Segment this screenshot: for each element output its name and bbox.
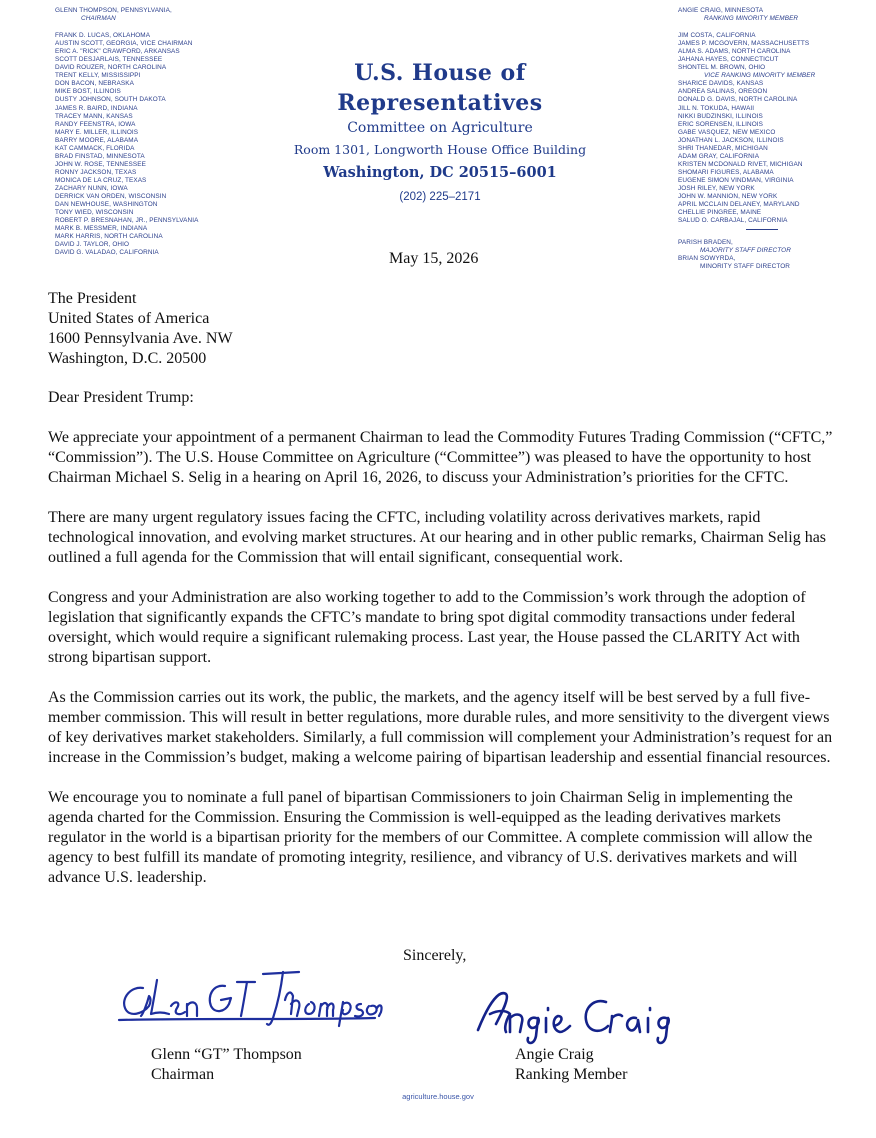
chairman-title: CHAIRMAN — [81, 15, 116, 23]
minority-member-list — [678, 32, 815, 72]
member-name: DAVID G. VALADAO, CALIFORNIA — [55, 249, 159, 257]
member-name: SCOTT DESJARLAIS, TENNESSEE — [55, 56, 163, 64]
signer-title: Chairman — [151, 1066, 215, 1083]
body-paragraph: We appreciate your appointment of a permanent Chairman to lead the Commodity Futures Trading Commission (“CFTC,” “Commission”). The U.S. House Committee on Agriculture (“Committee”) was pleased to have the opportunity to host Chairman Michael S. Selig in a hearing on April 16, 2026, to discuss your Administration’s priorities for the CFTC. — [48, 429, 833, 486]
member-name: ANDREA SALINAS, OREGON — [678, 88, 768, 96]
member-name: DERRICK VAN ORDEN, WISCONSIN — [55, 193, 167, 201]
member-name: GABE VASQUEZ, NEW MEXICO — [678, 128, 776, 136]
member-name: ERIC SORENSEN, ILLINOIS — [678, 120, 764, 128]
member-name: RANDY FEENSTRA, IOWA — [55, 120, 136, 128]
member-name: DONALD G. DAVIS, NORTH CAROLINA — [678, 96, 798, 104]
ranking-member-name: ANGIE CRAIG, MINNESOTA — [678, 7, 764, 14]
signer-block-ranking-member — [515, 1045, 627, 1085]
minority-roster — [678, 7, 815, 271]
member-name: CHELLIE PINGREE, MAINE — [678, 209, 762, 217]
body-paragraph: As the Commission carries out its work, the public, the markets, and the agency itself will be best served by a full five-member commission. This will result in better regulations, more durable rules, and more sensitivity to the divergent views of key derivatives market stakeholders. Similarly, a full commission will complement your Administration’s request for an increase in the Commission’s budget, making a welcome pairing of bipartisan leadership and essential financial resources. — [48, 689, 833, 766]
closing: Sincerely, — [403, 947, 467, 964]
recipient-address — [48, 289, 233, 369]
member-name: NIKKI BUDZINSKI, ILLINOIS — [678, 112, 763, 120]
member-name: JOSH RILEY, NEW YORK — [678, 184, 755, 192]
salutation: Dear President Trump: — [48, 389, 194, 406]
member-name: JAHANA HAYES, CONNECTICUT — [678, 56, 779, 64]
member-name: MONICA DE LA CRUZ, TEXAS — [55, 176, 147, 184]
thompson-signature — [113, 960, 383, 1030]
member-name: SHOMARI FIGURES, ALABAMA — [678, 168, 774, 176]
member-name: SHARICE DAVIDS, KANSAS — [678, 80, 764, 88]
letter-date: May 15, 2026 — [389, 250, 479, 267]
member-name: TONY WIED, WISCONSIN — [55, 209, 134, 217]
member-name: DUSTY JOHNSON, SOUTH DAKOTA — [55, 96, 166, 104]
footer-url: agriculture.house.gov — [402, 1092, 474, 1101]
member-name: DAVID ROUZER, NORTH CAROLINA — [55, 64, 167, 72]
staff-divider — [746, 229, 778, 230]
body-paragraph: Congress and your Administration are also working together to add to the Commission’s work through the adoption of legislation that significantly expands the CFTC’s mandate to bring spot digital commodity transactions under federal oversight, which would require a significant rulemaking process. Last year, the House passed the CLARITY Act with strong bipartisan support. — [48, 589, 806, 666]
member-name: JONATHAN L. JACKSON, ILLINOIS — [678, 136, 784, 144]
member-name: BARRY MOORE, ALABAMA — [55, 136, 139, 144]
member-name: ALMA S. ADAMS, NORTH CAROLINA — [678, 48, 791, 56]
member-name: SALUD O. CARBAJAL, CALIFORNIA — [678, 217, 788, 225]
body-paragraph: We encourage you to nominate a full panel of bipartisan Commissioners to join Chairman Selig in implementing the agenda charted for the Commission. Ensuring the Commission is well-equipped as the leading derivatives markets regulator in the world is a bipartisan priority for the members of our Committee. A complete commission will allow the agency to best fulfill its mandate of promoting integrity, resilience, and vibrancy of U.S. derivatives markets and will advance U.S. leadership. — [48, 789, 813, 886]
ranking-member-title: RANKING MINORITY MEMBER — [704, 15, 799, 23]
address-line: 1600 Pennsylvania Ave. NW — [48, 330, 233, 347]
letterhead — [260, 58, 620, 207]
address-line: United States of America — [48, 310, 210, 327]
minority-member-list-continued — [678, 80, 815, 225]
member-name: EUGENE SIMON VINDMAN, VIRGINIA — [678, 176, 794, 184]
majority-staff-director-title: MAJORITY STAFF DIRECTOR — [700, 247, 791, 255]
phone-number: (202) 225–2171 — [399, 191, 481, 203]
minority-staff-director-name: BRIAN SOWYRDA, — [678, 255, 736, 263]
letter-body — [48, 428, 838, 908]
member-name: JAMES R. BAIRD, INDIANA — [55, 104, 138, 112]
member-name: KAT CAMMACK, FLORIDA — [55, 144, 135, 152]
craig-signature — [470, 980, 680, 1048]
member-name: SHRI THANEDAR, MICHIGAN — [678, 144, 768, 152]
member-name: AUSTIN SCOTT, GEORGIA, VICE CHAIRMAN — [55, 40, 193, 48]
member-name: MARK HARRIS, NORTH CAROLINA — [55, 233, 163, 241]
letterhead-title: U.S. House of Representatives — [337, 60, 543, 116]
member-name: JOHN W. ROSE, TENNESSEE — [55, 160, 146, 168]
member-name: JOHN W. MANNION, NEW YORK — [678, 193, 778, 201]
address-line: The President — [48, 290, 137, 307]
minority-staff-director-title: MINORITY STAFF DIRECTOR — [700, 263, 790, 271]
signer-block-chairman — [151, 1045, 302, 1085]
majority-member-list — [55, 32, 199, 257]
signer-title: Ranking Member — [515, 1066, 628, 1083]
member-name: JILL N. TOKUDA, HAWAII — [678, 104, 755, 112]
member-name: FRANK D. LUCAS, OKLAHOMA — [55, 32, 151, 40]
member-name: TRENT KELLY, MISSISSIPPI — [55, 72, 141, 80]
member-name: DON BACON, NEBRASKA — [55, 80, 134, 88]
office-address: Room 1301, Longworth House Office Building — [293, 142, 587, 157]
member-name: ERIC A. "RICK" CRAWFORD, ARKANSAS — [55, 48, 180, 56]
chairman-name: GLENN THOMPSON, PENNSYLVANIA, — [55, 7, 172, 14]
city-line: Washington, DC 20515–6001 — [323, 164, 557, 181]
address-line: Washington, D.C. 20500 — [48, 350, 207, 367]
majority-staff-director-name: PARISH BRADEN, — [678, 239, 733, 247]
signer-name: Angie Craig — [515, 1046, 594, 1063]
vice-ranking-title: VICE RANKING MINORITY MEMBER — [704, 72, 816, 80]
member-name: SHONTEL M. BROWN, OHIO — [678, 64, 766, 72]
member-name: RONNY JACKSON, TEXAS — [55, 168, 137, 176]
member-name: ROBERT P. BRESNAHAN, JR., PENNSYLVANIA — [55, 217, 199, 225]
member-name: MIKE BOST, ILLINOIS — [55, 88, 121, 96]
member-name: JAMES P. MCGOVERN, MASSACHUSETTS — [678, 40, 810, 48]
member-name: APRIL MCCLAIN DELANEY, MARYLAND — [678, 201, 800, 209]
member-name: DAVID J. TAYLOR, OHIO — [55, 241, 130, 249]
body-paragraph: There are many urgent regulatory issues facing the CFTC, including volatility across derivatives markets, rapid technological innovation, and evolving market structures. At our hearing and in other public remarks, Chairman Selig has outlined a full agenda for the Commission that will entail significant, consequential work. — [48, 509, 827, 566]
signer-name: Glenn “GT” Thompson — [151, 1046, 302, 1063]
member-name: BRAD FINSTAD, MINNESOTA — [55, 152, 145, 160]
member-name: TRACEY MANN, KANSAS — [55, 112, 133, 120]
member-name: KRISTEN MCDONALD RIVET, MICHIGAN — [678, 160, 803, 168]
majority-roster — [55, 7, 199, 257]
committee-name: Committee on Agriculture — [347, 120, 533, 136]
member-name: DAN NEWHOUSE, WASHINGTON — [55, 201, 158, 209]
member-name: MARK B. MESSMER, INDIANA — [55, 225, 148, 233]
member-name: ADAM GRAY, CALIFORNIA — [678, 152, 760, 160]
member-name: JIM COSTA, CALIFORNIA — [678, 32, 756, 40]
member-name: MARY E. MILLER, ILLINOIS — [55, 128, 139, 136]
member-name: ZACHARY NUNN, IOWA — [55, 184, 128, 192]
